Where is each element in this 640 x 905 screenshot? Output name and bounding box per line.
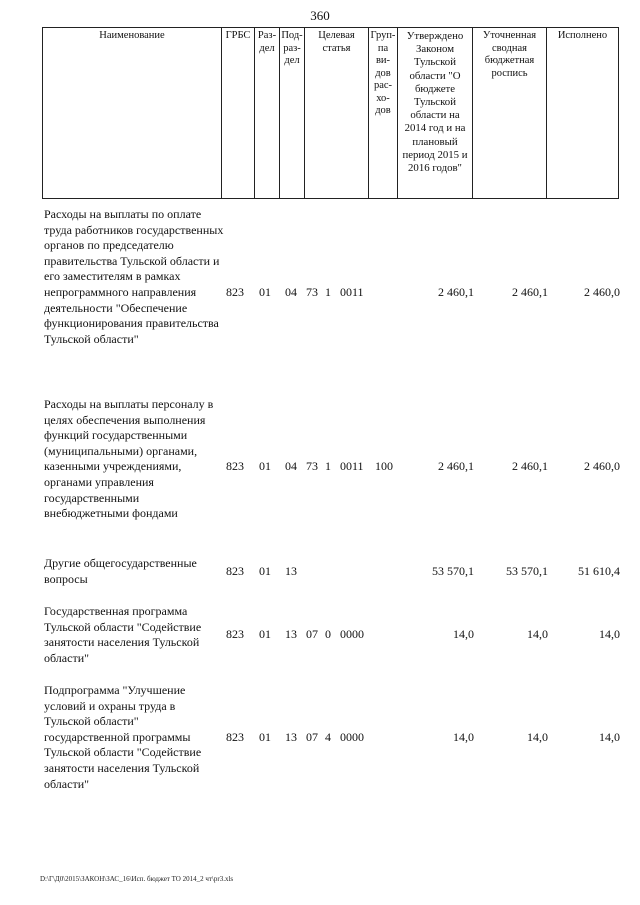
row-podrazdel: 13 [285,730,297,744]
row-ispolneno: 2 460,0 [584,459,620,473]
row-tselevaya-3: 0011 [340,459,364,473]
row-name: Другие общегосударственные вопросы [44,556,197,586]
row-podrazdel: 04 [285,459,297,473]
row-tselevaya-1: 07 [306,627,318,641]
row-ispolneno: 14,0 [599,627,620,641]
row-ispolneno: 14,0 [599,730,620,744]
row-utochnennaya: 53 570,1 [506,564,548,578]
row-tselevaya-3: 0000 [340,627,364,641]
header-ispolneno: Исполнено [547,28,619,199]
row-ispolneno: 51 610,4 [578,564,620,578]
row-utochnennaya: 14,0 [527,627,548,641]
row-razdel: 01 [259,459,271,473]
row-vid: 100 [375,459,393,473]
row-name: Подпрограмма "Улучшение условий и охраны труда в Тульской области" государственной программы Тульской области "Содействие занятости населения Тульской области" [44,683,202,791]
row-tselevaya-2: 1 [325,459,331,473]
row-grbs: 823 [226,459,244,473]
row-tselevaya-1: 07 [306,730,318,744]
page-number: 360 [310,8,330,23]
row-name: Расходы на выплаты по оплате труда работников государственных органов по председателю правительства Тульской области и его заместителям в рамках непрограммного направления деятельности "Обеспечение функционирования правительства Тульской области" [44,207,224,346]
row-razdel: 01 [259,285,271,299]
row-grbs: 823 [226,285,244,299]
table-header [42,27,619,199]
row-utverzhdeno: 53 570,1 [432,564,474,578]
header-podrazdel: Под-раз-дел [280,28,305,199]
row-ispolneno: 2 460,0 [584,285,620,299]
row-utverzhdeno: 2 460,1 [438,459,474,473]
header-utochnennaya: Уточненная сводная бюджетная роспись [473,28,547,199]
row-podrazdel: 04 [285,285,297,299]
row-razdel: 01 [259,627,271,641]
header-utverzhdeno: Утверждено Законом Тульской области "О бюджете Тульской области на 2014 год и на плановый период 2015 и 2016 годов" [398,28,473,199]
row-utverzhdeno: 14,0 [453,627,474,641]
row-utverzhdeno: 14,0 [453,730,474,744]
row-podrazdel: 13 [285,627,297,641]
header-gruppa-vidov: Груп-па ви-дов рас-хо-дов [369,28,398,199]
row-name: Расходы на выплаты персоналу в целях обеспечения выполнения функций государственными (муниципальными) органами, казенными учреждениями, органами управления государственными внебюджетными фондами [44,397,214,521]
row-tselevaya-2: 1 [325,285,331,299]
row-tselevaya-3: 0011 [340,285,364,299]
row-tselevaya-1: 73 [306,459,318,473]
row-tselevaya-1: 73 [306,285,318,299]
header-name: Наименование [43,28,222,199]
row-podrazdel: 13 [285,564,297,578]
header-grbs: ГРБС [222,28,255,199]
file-path-footer: D:\Г\Д0\2015\ЗАКОН\ЗАС_16\Исп. бюджет ТО 2014_2 чт\pr3.xls [40,875,234,883]
row-tselevaya-3: 0000 [340,730,364,744]
row-grbs: 823 [226,627,244,641]
row-name: Государственная программа Тульской области "Содействие занятости населения Тульской области" [44,604,202,665]
row-tselevaya-2: 4 [325,730,331,744]
row-grbs: 823 [226,564,244,578]
row-utochnennaya: 2 460,1 [512,285,548,299]
row-razdel: 01 [259,730,271,744]
row-tselevaya-2: 0 [325,627,331,641]
row-razdel: 01 [259,564,271,578]
row-utverzhdeno: 2 460,1 [438,285,474,299]
header-razdel: Раз-дел [255,28,280,199]
header-tselevaya-statya: Целевая статья [305,28,369,199]
row-grbs: 823 [226,730,244,744]
row-utochnennaya: 2 460,1 [512,459,548,473]
row-utochnennaya: 14,0 [527,730,548,744]
